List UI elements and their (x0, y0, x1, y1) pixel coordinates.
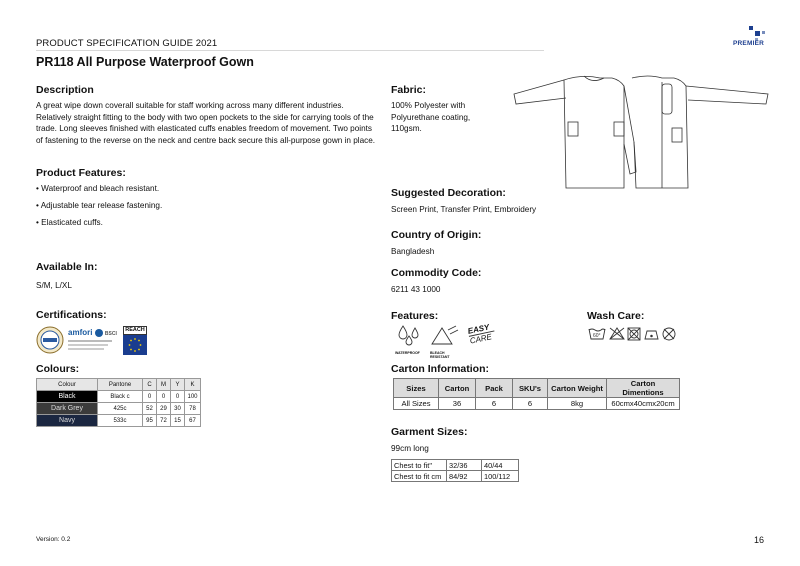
product-features-heading: Product Features: (36, 167, 126, 179)
header-divider (36, 50, 544, 51)
table-row: Sizes Carton Pack SKU's Carton Weight Carton Dimentions (394, 379, 680, 398)
origin-heading: Country of Origin: (391, 229, 482, 241)
column-header: M (157, 379, 171, 391)
garment-sizes-table (391, 459, 519, 482)
colour-swatch: Navy (37, 415, 98, 427)
origin-value: Bangladesh (391, 247, 435, 256)
table-row: All Sizes 36 6 6 8kg 60cmx40cmx20cm (394, 398, 680, 410)
column-header: Pantone (98, 379, 143, 391)
feature-item: • Adjustable tear release fastening. (36, 201, 163, 210)
table-row: Navy 533c 95 72 15 67 (37, 415, 201, 427)
decoration-value: Screen Print, Transfer Print, Embroidery (391, 205, 537, 214)
table-row: Black Black c 0 0 0 100 (37, 391, 201, 403)
column-header: K (185, 379, 201, 391)
garment-sizes-heading: Garment Sizes: (391, 426, 468, 438)
svg-text:60°: 60° (593, 333, 601, 339)
carton-heading: Carton Information: (391, 363, 489, 375)
no-bleach-icon (610, 328, 624, 339)
certifications-heading: Certifications: (36, 309, 107, 321)
table-row (37, 379, 201, 391)
commodity-value: 6211 43 1000 (391, 285, 441, 294)
colour-swatch: Dark Grey (37, 403, 98, 415)
column-header: C (143, 379, 157, 391)
reach-compliance-logo: REACH (123, 326, 147, 356)
fabric-text: 100% Polyester with Polyurethane coating, 110gsm. (391, 101, 471, 133)
no-dry-clean-icon (663, 328, 675, 340)
colour-swatch: Black (37, 391, 98, 403)
premier-logo: PREMIER (733, 26, 769, 50)
version-label: Version: 0.2 (36, 536, 71, 543)
wash-60-icon (589, 329, 605, 339)
colours-heading: Colours: (36, 363, 80, 375)
column-header: Y (171, 379, 185, 391)
description-heading: Description (36, 84, 94, 96)
commodity-heading: Commodity Code: (391, 267, 482, 279)
page-number: 16 (753, 535, 764, 545)
colours-table (36, 378, 201, 427)
wash-care-icons (588, 326, 688, 342)
wash-care-heading: Wash Care: (587, 310, 645, 322)
gown-illustration (512, 72, 772, 192)
available-heading: Available In: (36, 261, 98, 273)
feature-item: • Waterproof and bleach resistant. (36, 184, 160, 193)
bleach-resistant-icon: BLEACH RESISTANT (430, 324, 464, 356)
no-tumble-dry-icon (628, 328, 640, 340)
easy-care-icon: EASY CARE (467, 322, 499, 359)
feature-item: • Elasticated cuffs. (36, 218, 103, 227)
column-header: Colour (37, 379, 98, 391)
amfori-bsci-logo: amfori BSCI (68, 328, 118, 354)
table-row: Chest to fit" 32/36 40/44 (392, 460, 519, 471)
carton-table (393, 378, 680, 410)
garment-length: 99cm long (391, 444, 429, 453)
table-row: Dark Grey 425c 52 29 30 78 (37, 403, 201, 415)
waterproof-icon: WATERPROOF (395, 324, 429, 356)
decoration-heading: Suggested Decoration: (391, 187, 506, 199)
iron-low-icon (645, 331, 658, 339)
features-heading: Features: (391, 310, 439, 322)
fabric-heading: Fabric: (391, 84, 427, 96)
wrap-logo (36, 326, 64, 354)
guide-header: PRODUCT SPECIFICATION GUIDE 2021 (36, 38, 218, 49)
available-sizes: S/M, L/XL (36, 281, 72, 290)
product-title: PR118 All Purpose Waterproof Gown (36, 55, 254, 69)
description-text: A great wipe down coverall suitable for staff working across many different industries. Relatively straight fitting to the body with two open pockets to the side for carrying tools of the trade. Long sleeves finished with elasticated cuffs enables freedom of movement. Two points of fastening to the reverse on the neck and centre back secure this all-purpose gown in place. (36, 101, 376, 145)
table-row: Chest to fit cm 84/92 100/112 (392, 471, 519, 482)
